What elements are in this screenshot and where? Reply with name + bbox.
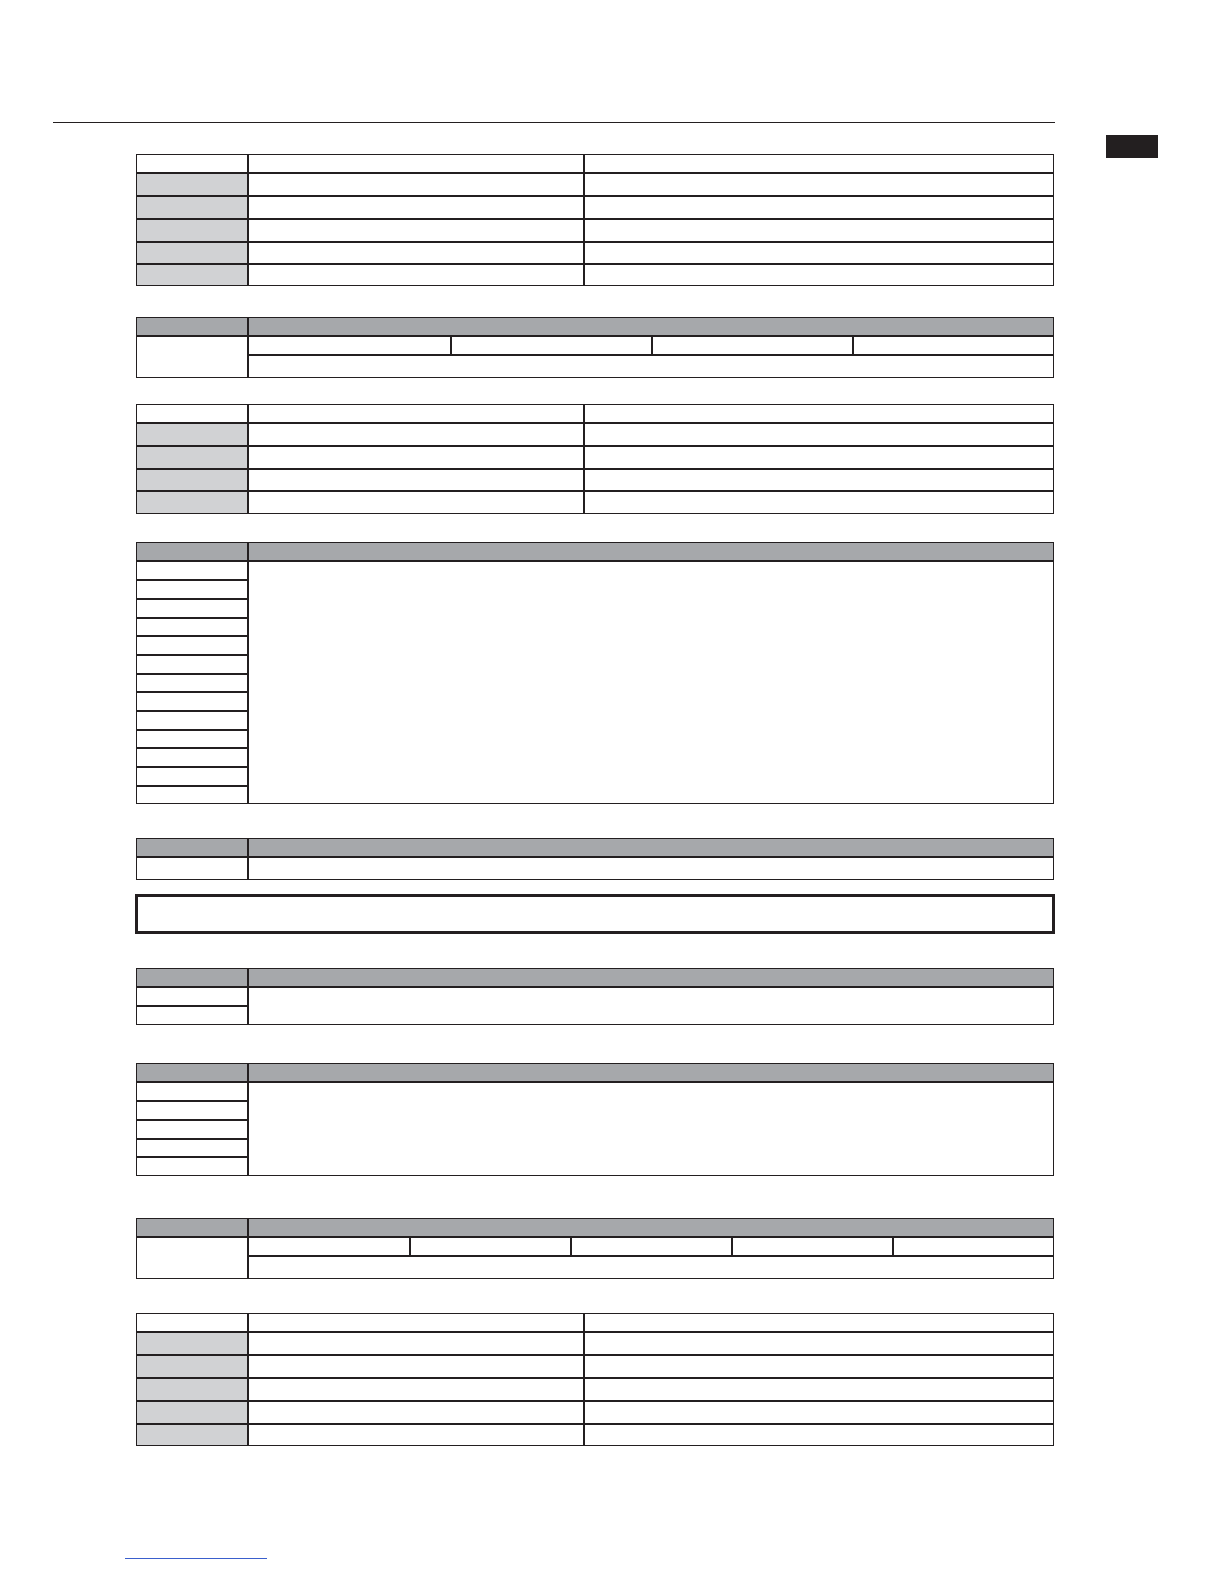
table-8-header (137, 1219, 1053, 1237)
table-1-row-label (137, 196, 248, 218)
table-6 (136, 968, 1054, 1025)
table-9-row-label (137, 1401, 248, 1423)
table-4-header (137, 543, 1053, 561)
footer-link-underline[interactable] (125, 1558, 267, 1559)
table-1-row-label (137, 173, 248, 195)
chapter-tab-marker (1106, 135, 1158, 158)
table-2-header (137, 318, 1053, 336)
table-3 (136, 404, 1054, 514)
table-5-header (137, 839, 1053, 857)
header-rule (53, 122, 1055, 123)
table-3-row-label (137, 469, 248, 491)
table-9-row-label (137, 1332, 248, 1354)
table-1 (136, 154, 1054, 286)
table-3-row-label (137, 491, 248, 513)
table-1-row-label (137, 242, 248, 264)
table-9-row-label (137, 1378, 248, 1400)
table-3-row-label (137, 423, 248, 445)
table-4 (136, 542, 1054, 804)
table-7 (136, 1063, 1054, 1176)
table-7-header (137, 1064, 1053, 1082)
table-5 (136, 838, 1054, 880)
table-9 (136, 1313, 1054, 1446)
table-1-row-label (137, 219, 248, 241)
table-6-header (137, 969, 1053, 987)
table-8 (136, 1218, 1054, 1279)
table-2 (136, 317, 1054, 378)
table-9-row-label (137, 1424, 248, 1445)
note-box (135, 894, 1055, 934)
table-3-row-label (137, 446, 248, 468)
table-1-row-label (137, 264, 248, 285)
table-9-row-label (137, 1355, 248, 1377)
